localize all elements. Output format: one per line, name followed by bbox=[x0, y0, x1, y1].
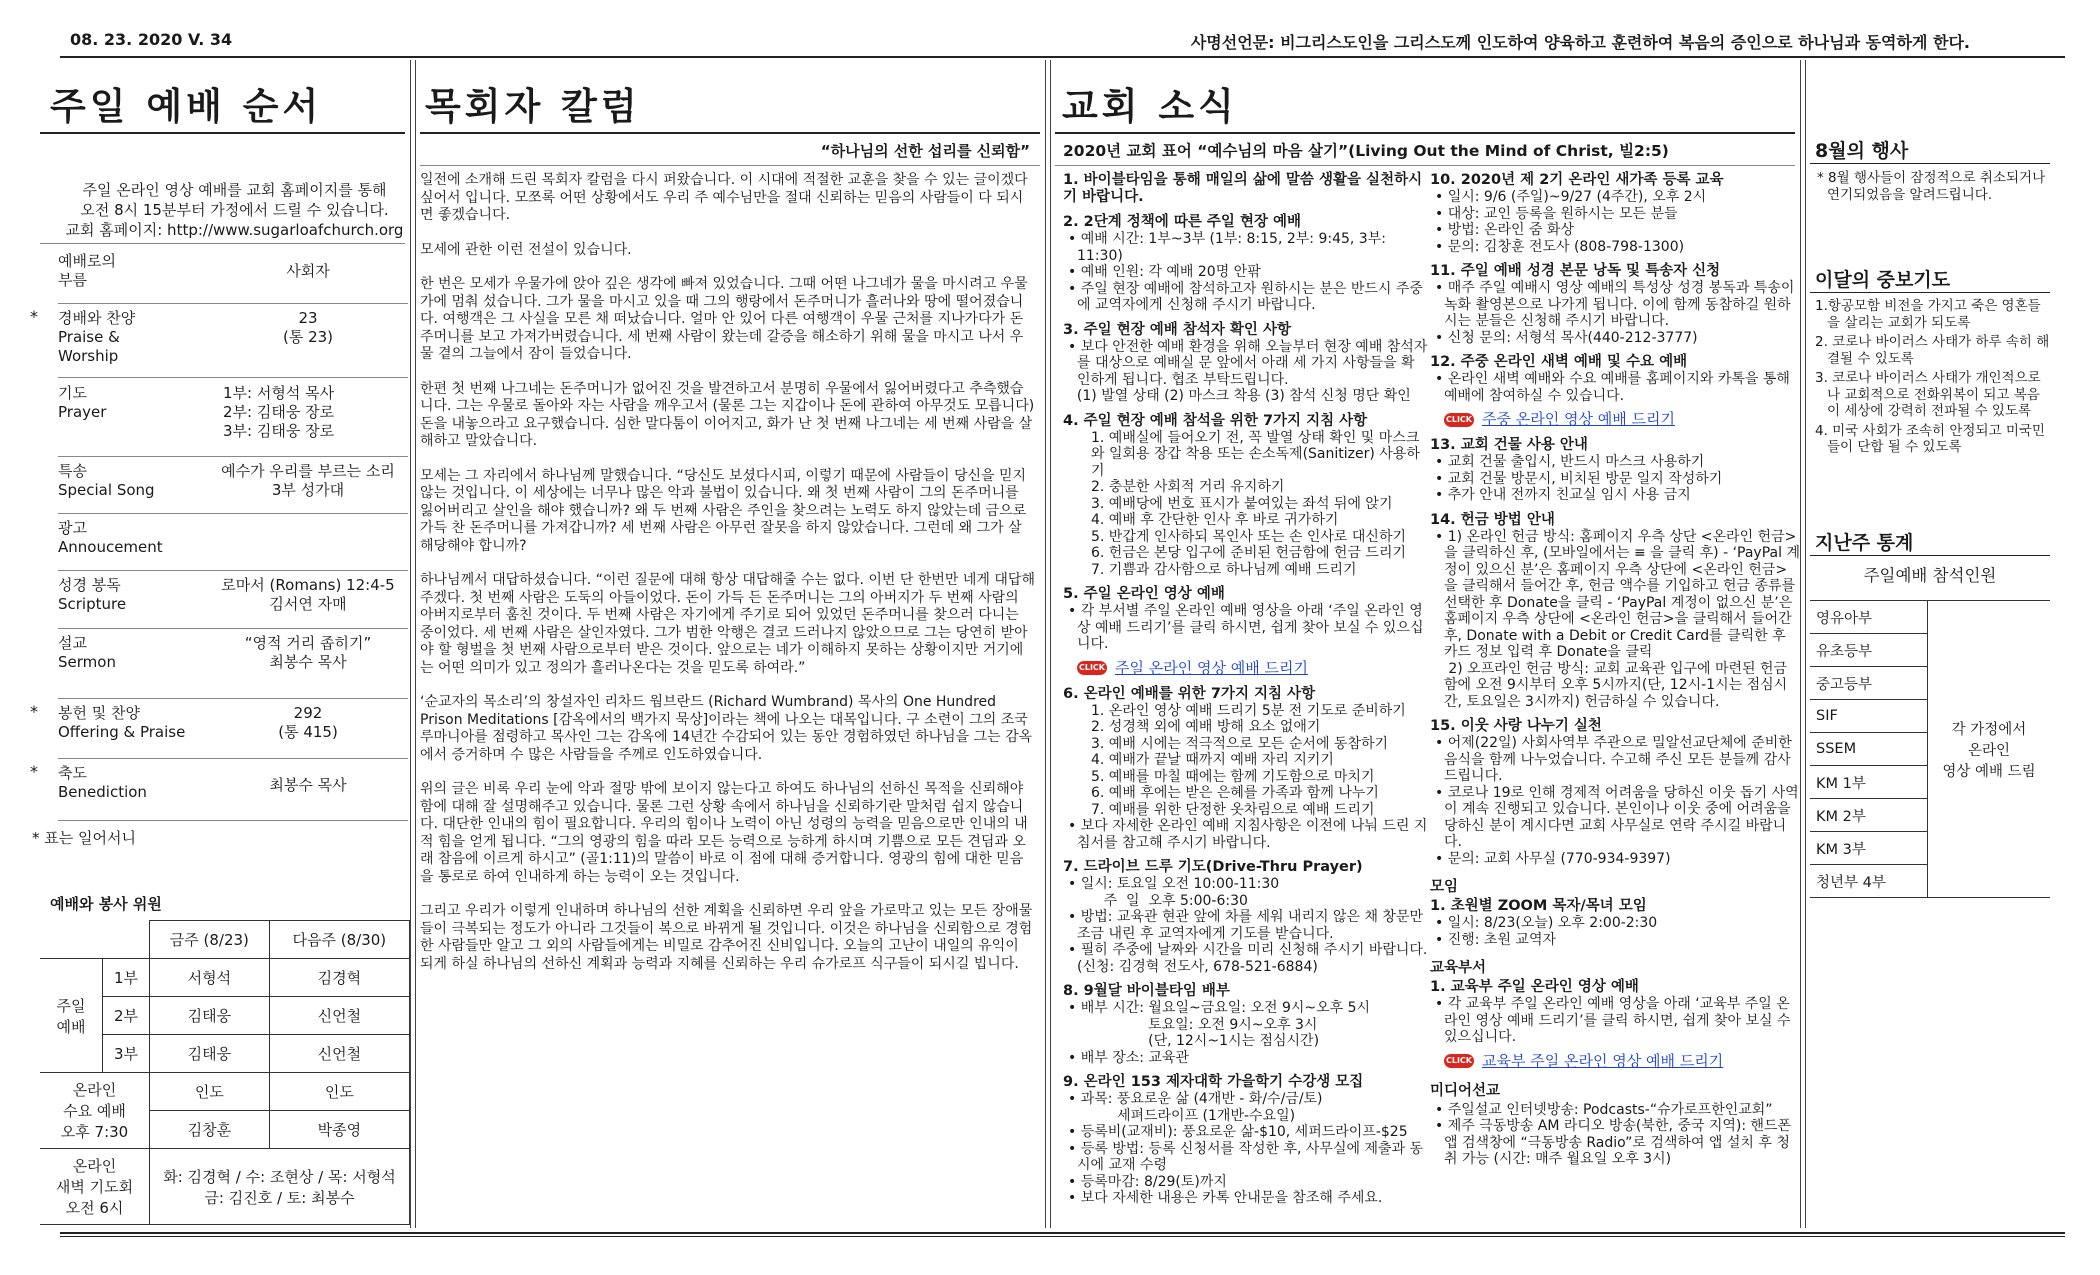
attendance-table bbox=[1810, 600, 2050, 898]
sidebar-rule bbox=[1810, 555, 2050, 556]
news-item-line: • 코로나 19로 인해 경제적 어려움을 당하신 이웃 돕기 사역이 계속 진행되고 있습니다. 본인이나 이웃 중에 어려움을 당하신 분이 계시다면 교회 사무실로 연락 주시길 바랍니다. bbox=[1435, 784, 1799, 850]
worship-order-row bbox=[58, 572, 408, 629]
event-item: * 8월 행사들이 잠정적으로 취소되거나 연기되었음을 알려드립니다. bbox=[1817, 170, 2046, 203]
standing-note: * 표는 일어서니 bbox=[32, 829, 136, 847]
news-item-title: 6. 온라인 예배를 위한 7가지 지침 사항 bbox=[1063, 685, 1316, 702]
news-item-line: • 과목: 풍요로운 삶 (4개반 - 화/수/금/토) bbox=[1068, 1091, 1323, 1107]
news-item-title: 15. 이웃 사랑 나누기 실천 bbox=[1430, 718, 1602, 734]
order-value: 사회자 bbox=[286, 261, 330, 280]
wednesday-service-label: 온라인 수요 예배 오후 7:30 bbox=[40, 1073, 150, 1149]
news-item bbox=[1063, 983, 1428, 1066]
standing-mark: * bbox=[30, 307, 38, 326]
column-paragraph: 위의 글은 비록 우리 눈에 악과 절망 밖에 보이지 않는다고 하여도 하나님의 선하신 목적을 신뢰해야 함에 대해 잘 설명해주고 있습니다. 물론 그런 상황 속에서 하나님을 신뢰하기란 말처럼 쉽지 않습니다. 대단한 인내의 힘이 필요합니다. 우리의 힘이나 노력이 아닌 성령의 능력을 믿음으로만 인내의 내적 힘을 얻게 됩니다. “그의 영광의 힘을 따라 모든 능력으로 능하게 하시며 기쁨으로 모든 견딤과 오래 참음에 이르게 하시고” (골1:11)의 말씀이 바로 이 점에 대해 증거합니다. 영광의 힘에 대한 믿음을 통로로 하여 인내하게 하는 능력이 오는 것입니다. bbox=[420, 781, 1028, 885]
news-item-line: • 매주 주일 예배시 영상 예배의 특성상 성경 봉독과 특송이 녹화 촬영본으로 나가게 됩니다. 이에 함께 동참하길 원하시는 분들은 신청해 주시기 바랍니다. bbox=[1435, 280, 1799, 329]
news-item-line: • 배부 장소: 교육관 bbox=[1068, 1049, 1189, 1066]
order-value: 로마서 (Romans) 12:4-5 김서연 자매 bbox=[221, 576, 395, 613]
news-item-line: 6. 헌금은 본당 입구에 준비된 헌금함에 헌금 드리기 bbox=[1091, 545, 1406, 561]
news-item-line: • 예배 인원: 각 예배 20명 안팎 bbox=[1068, 264, 1261, 280]
church-news-title: 교회 소식 bbox=[1062, 85, 1238, 128]
news-item-line: (단, 12시~1시는 점심시간) bbox=[1068, 1033, 1320, 1049]
news-item-line: 5. 반갑게 인사하되 목인사 또는 손 인사로 대신하기 bbox=[1091, 528, 1406, 545]
events-title: 8월의 행사 bbox=[1815, 140, 1909, 162]
column-paragraph: 일전에 소개해 드린 목회자 칼럼을 다시 퍼왔습니다. 이 시대에 적절한 교훈을 찾을 수 있는 글이겠다 싶어서 입니다. 모쪼록 어떤 상황에서도 우리 주 예수님만을 절대 신뢰하는 믿음의 사람들이 다 되시면 좋겠습니다. bbox=[420, 172, 1028, 223]
news-item-title: 4. 주일 현장 예배 참석을 위한 7가지 지침 사항 bbox=[1063, 412, 1368, 429]
click-badge-icon: CLICK bbox=[1077, 661, 1107, 675]
media-line: • 제주 극동방송 AM 라디오 방송(북한, 중국 지역): 핸드폰 앱 검색창에 “극동방송 Radio”로 검색하여 앱 설치 후 청취 가능 (시간: 매주 월요일 오후 3시) bbox=[1435, 1118, 1792, 1167]
order-label: 특송 Special Song bbox=[58, 462, 155, 499]
news-item-title: 9. 온라인 153 제자대학 가을학기 수강생 모집 bbox=[1063, 1074, 1364, 1090]
news-item-line: • 추가 안내 전까지 친교실 임시 사용 금지 bbox=[1435, 487, 1691, 503]
news-item-line: • 예배 시간: 1부~3부 (1부: 8:15, 2부: 9:45, 3부: 11:30) bbox=[1068, 231, 1391, 264]
news-item-line: 주 일 오후 5:00-6:30 bbox=[1068, 892, 1248, 909]
news-item-line: • 등록마감: 8/29(토)까지 bbox=[1068, 1173, 1227, 1190]
service-part: 2부 bbox=[103, 997, 150, 1035]
prayer-title: 이달의 중보기도 bbox=[1815, 269, 1951, 291]
news-item-title: 7. 드라이브 드루 기도(Drive-Thru Prayer) bbox=[1063, 859, 1363, 875]
news-item-line: • 교회 건물 방문시, 비치된 방문 일지 작성하기 bbox=[1435, 470, 1723, 487]
next-week-header: 다음주 (8/30) bbox=[269, 921, 409, 959]
attendance-group: SSEM bbox=[1810, 733, 1928, 766]
staff-table bbox=[40, 920, 410, 1225]
news-item bbox=[1063, 214, 1428, 314]
news-item bbox=[1430, 979, 1800, 1071]
news-item-line: 토요일: 오전 9시~오후 3시 bbox=[1068, 1016, 1318, 1033]
bottom-rule bbox=[60, 1232, 2065, 1234]
pastor-column-title: 목회자 칼럼 bbox=[425, 85, 641, 128]
click-badge-icon: CLICK bbox=[1444, 413, 1474, 427]
news-item-line: 2. 성경책 외에 예배 방해 요소 없애기 bbox=[1091, 719, 1321, 735]
news-item-line: 1. 예배실에 들어오기 전, 꼭 발열 상태 확인 및 마스크와 일회용 장갑 착용 또는 손소독제(Sanitizer) 사용하기 bbox=[1091, 429, 1420, 479]
news-item-line: • 각 부서별 주일 온라인 예배 영상을 아래 ‘주일 온라인 영상 예배 드리기’를 클릭 하시면, 쉽게 찾아 보실 수 있으십니다. bbox=[1068, 603, 1424, 652]
column-paragraph: ‘순교자의 목소리’의 창설자인 리차드 웜브란드 (Richard Wumbrand) 목사의 One Hundred Prison Meditations [감옥에서의 백가지 묵상]이라는 책에 나오는 대목입니다. 구 소련이 그의 조국 루마니아를 점령하고 목사인 그는 감옥에 14년간 수감되어 있는 동안 경험하였던 하나님을 그는 감옥에서 증거하며 수 많은 사람들을 주께로 인도하였습니다. bbox=[420, 694, 1033, 763]
prayer-list bbox=[1815, 298, 2050, 459]
news-item-line: 1. 온라인 영상 예배 드리기 5분 전 기도로 준비하기 bbox=[1091, 702, 1406, 719]
news-item bbox=[1063, 586, 1428, 678]
click-badge-icon: CLICK bbox=[1444, 1054, 1474, 1068]
news-item bbox=[1063, 322, 1428, 405]
news-item bbox=[1063, 413, 1428, 579]
news-item-line: • 문의: 교회 사무실 (770-934-9397) bbox=[1435, 850, 1671, 867]
news-item-line: • 대상: 교인 등록을 원하시는 모든 분들 bbox=[1435, 205, 1678, 222]
news-item-line: • 어제(22일) 사회사역부 주관으로 밀알선교단체에 준비한 음식을 함께 나누었습니다. 수고해 주신 모든 분들께 감사드립니다. bbox=[1435, 735, 1797, 784]
column-divider bbox=[1045, 60, 1051, 1228]
news-item-title: 1. 바이블타임을 통해 매일의 삶에 말씀 생활을 실천하시기 바랍니다. bbox=[1063, 172, 1423, 205]
news-item-line: • 주일 현장 예배에 참석하고자 원하시는 분은 반드시 주중에 교역자에게 신청해 주시기 바랍니다. bbox=[1068, 280, 1423, 313]
attendance-group: KM 3부 bbox=[1810, 832, 1928, 865]
news-item-line: 3. 예배 시에는 적극적으로 모든 순서에 동참하기 bbox=[1091, 735, 1389, 752]
attendance-group: KM 1부 bbox=[1810, 766, 1928, 799]
news-item-line: • 온라인 새벽 예배와 수요 예배를 홈페이지와 카톡을 통해 예배에 참여하실 수 있습니다. bbox=[1435, 371, 1795, 404]
prayer-item: 2. 코로나 바이러스 사태가 하루 속히 해결될 수 있도록 bbox=[1815, 334, 2050, 367]
order-value: 1부: 서형석 목사 2부: 김태웅 장로 3부: 김태웅 장로 bbox=[223, 384, 335, 440]
video-link-row bbox=[1063, 657, 1428, 678]
news-item-line: • 각 교육부 주일 온라인 예배 영상을 아래 ‘교육부 주일 온라인 영상 예배 드리기’를 클릭 하시면, 쉽게 찾아 보실 수 있으십니다. bbox=[1435, 996, 1795, 1045]
news-item bbox=[1063, 1074, 1428, 1207]
news-item-line: • 문의: 김창훈 전도사 (808-798-1300) bbox=[1435, 238, 1685, 255]
news-item-line: • 보다 자세한 온라인 예배 지침사항은 이전에 나눠 드린 지침서를 참고해 주시기 바랍니다. bbox=[1068, 818, 1428, 851]
column-paragraph: 그리고 우리가 이렇게 인내하며 하나님의 선한 계획을 신뢰하면 우리 앞을 가로막고 있는 모든 장애물들이 극복되는 정도가 아니라 그것들이 복으로 바뀌게 될 것입니다. 이것은 하나님을 신뢰함으로 경험한 사람들만 알고 그 외의 사람들에게는 비밀로 감추어진 신비입니다. 오늘의 고난이 내일의 유익이 되게 하실 하나님의 선하신 계획과 능력과 지혜를 신뢰하는 우리 슈가로프 식구들이 되시길 빕니다. bbox=[420, 903, 1033, 972]
news-item bbox=[1063, 686, 1428, 852]
news-item-line: • 방법: 온라인 줌 화상 bbox=[1435, 222, 1574, 238]
media-title: 미디어선교 bbox=[1430, 1082, 1501, 1099]
worship-order-row bbox=[30, 700, 408, 759]
news-item bbox=[1063, 859, 1432, 975]
news-item-line: 4. 예배가 끝날 때까지 예배 자리 지키기 bbox=[1091, 752, 1334, 768]
church-motto: 2020년 교회 표어 “예수님의 마음 살기”(Living Out the Mind of Christ, 빌2:5) bbox=[1063, 142, 1669, 160]
prayer-item: 1.항공모함 비전을 가지고 죽은 영혼들을 살리는 교회가 되도록 bbox=[1815, 298, 2041, 331]
sidebar-rule bbox=[1810, 292, 2050, 293]
staff-title: 예배와 봉사 위원 bbox=[50, 895, 162, 913]
news-right-column bbox=[1430, 172, 1800, 1168]
order-value: 23 (통 23) bbox=[282, 309, 334, 346]
news-item-line: 2) 오프라인 헌금 방식: 교회 교육관 입구에 마련된 헌금함에 오전 9시부터 오후 5시까지(단, 12시-1시는 점심시간, 토요일은 3시까지) 헌금하실 수 있습니다. bbox=[1435, 660, 1788, 710]
news-left-column bbox=[1063, 172, 1432, 1215]
column-divider bbox=[1800, 60, 1806, 1228]
service-part: 1부 bbox=[103, 959, 150, 997]
worship-order-title: 주일 예배 순서 bbox=[50, 85, 323, 128]
order-label: 예배로의 부름 bbox=[58, 252, 116, 289]
intro-line: 오전 8시 15분부터 가정에서 드릴 수 있습니다. bbox=[80, 201, 389, 219]
column-paragraph: 모세에 관한 이런 전설이 있습니다. bbox=[420, 241, 632, 258]
dawn-service-leaders: 화: 김경혁 / 수: 조현상 / 목: 서형석 금: 김진호 / 토: 최봉수 bbox=[150, 1149, 410, 1225]
order-value: 예수가 우리를 부르는 소리 3부 성가대 bbox=[221, 462, 395, 499]
order-value: “영적 거리 좁히기” 최봉수 목사 bbox=[244, 634, 372, 671]
worship-order-row bbox=[58, 458, 408, 514]
this-week-header: 금주 (8/23) bbox=[150, 921, 270, 959]
events-list bbox=[1815, 170, 2050, 203]
staff-cell: 인도 bbox=[150, 1073, 270, 1111]
top-rule bbox=[60, 56, 2065, 58]
bulletin-date: 08. 23. 2020 V. 34 bbox=[70, 30, 233, 49]
column-paragraph: 하나님께서 대답하셨습니다. “이런 질문에 대해 항상 대답해줄 수는 없다. 이번 단 한번만 네게 대답해 주겠다. 첫 번째 사람은 도둑의 아들이었다. 돈이 가득 든 돈주머니는 그의 아버지가 두 번째 사람의 아버지로부터 훔친 것이다. 두 번째 사람은 자기에게 주기로 되어 있었던 돈주머니를 찾으러 다니는 중이었다. 세 번째 사람은 살인자였다. 그가 범한 악행은 결코 드러나지 않았으므로 그는 당연히 받아야 할 형벌을 첫 번째 사람으로부터 받은 것이다. 앞으로는 네가 이해하지 못하는 상황이지만 거기에는 어떤 의미가 있고 정의가 흘러나온다는 것을 믿도록 하여라.” bbox=[420, 572, 1035, 676]
news-item-title: 11. 주일 예배 성경 본문 낭독 및 특송자 신청 bbox=[1430, 263, 1721, 279]
news-item bbox=[1430, 718, 1800, 867]
order-top-rule bbox=[40, 243, 405, 244]
attendance-group: 청년부 4부 bbox=[1810, 865, 1928, 898]
worship-order-row bbox=[58, 515, 408, 571]
dawn-service-label: 온라인 새벽 기도회 오전 6시 bbox=[40, 1149, 150, 1225]
title-rule bbox=[40, 132, 405, 134]
education-title: 교육부서 bbox=[1430, 960, 1487, 976]
news-item-title: 3. 주일 현장 예배 참석자 확인 사항 bbox=[1063, 321, 1291, 338]
subtitle-rule bbox=[420, 165, 1040, 166]
news-item-line: • 보다 안전한 예배 환경을 위해 오늘부터 현장 예배 참석자를 대상으로 예배실 문 앞에서 아래 세 가지 사항들을 확인하게 됩니다. 협조 부탁드립니다. bbox=[1068, 338, 1428, 388]
staff-cell: 김창훈 bbox=[150, 1111, 270, 1149]
news-item-line: 7. 기쁨과 감사함으로 하나님께 예배 드리기 bbox=[1091, 561, 1357, 578]
news-item-line: • 신청 문의: 서형석 목사(440-212-3777) bbox=[1435, 329, 1698, 346]
attendance-group: SIF bbox=[1810, 700, 1928, 733]
church-homepage-link[interactable]: 교회 홈페이지: http://www.sugarloafchurch.org bbox=[65, 221, 404, 239]
news-item-line: • 진행: 초원 교역자 bbox=[1435, 931, 1556, 948]
attendance-group: KM 2부 bbox=[1810, 799, 1928, 832]
staff-cell: 박종영 bbox=[269, 1111, 409, 1149]
news-item-line: • 1) 온라인 헌금 방식: 홈페이지 우측 상단 <온라인 헌금>을 클릭하신 후, (모바일에서는 ≡ 을 클릭 후) - ‘PayPal 계정이 있으신 분’은 홈페이지 우측 상단에 <온라인 헌금>을 클릭해서 들어간 후, 헌금 액수를 기입하고 헌금 종류를 선택한 후 Donate을 클릭 - ‘PayPal 계정이 없으신 분’은 홈페이지 우측 상단에 <온라인 헌금>을 클릭해서 들어간 후, Donate with a Debit or Credit Card를 클릭한 후 카드 정보 입력 후 Donate을 클릭 bbox=[1435, 528, 1800, 660]
motto-rule bbox=[1055, 165, 1795, 166]
news-item-line: • 배부 시간: 월요일~금요일: 오전 9시~오후 5시 bbox=[1068, 1000, 1371, 1016]
news-item-line: 6. 예배 후에는 받은 은혜를 가족과 함께 나누기 bbox=[1091, 785, 1379, 801]
news-item-line: • 일시: 9/6 (주일)~9/27 (4주간), 오후 2시 bbox=[1435, 189, 1707, 205]
order-label: 성경 봉독 Scripture bbox=[58, 576, 127, 613]
service-part: 3부 bbox=[103, 1035, 150, 1073]
staff-cell: 김태웅 bbox=[150, 997, 270, 1035]
news-item-line: (1) 발열 상태 (2) 마스크 착용 (3) 참석 신청 명단 확인 bbox=[1068, 388, 1411, 404]
order-label: 설교 Sermon bbox=[58, 634, 116, 671]
title-rule bbox=[420, 132, 1040, 134]
news-item bbox=[1430, 437, 1800, 504]
video-link-row bbox=[1430, 1050, 1800, 1071]
stats-title: 지난주 통계 bbox=[1815, 532, 1914, 554]
attendance-group: 영유아부 bbox=[1810, 601, 1928, 634]
news-item-line: • 방법: 교육관 현관 앞에 차를 세워 내리지 않은 채 창문만 조금 내린 후 교역자에게 기도를 받습니다. bbox=[1068, 909, 1428, 942]
attendance-title: 주일예배 참석인원 bbox=[1863, 566, 1997, 585]
news-item-line: 5. 예배를 마칠 때에는 함께 기도함으로 마치기 bbox=[1091, 768, 1375, 785]
news-item-line: • 등록비(교재비): 풍요로운 삶-$10, 세퍼드라이프-$25 bbox=[1068, 1124, 1408, 1140]
standing-mark: * bbox=[30, 762, 38, 781]
news-item bbox=[1430, 898, 1800, 948]
news-item-title: 14. 헌금 방법 안내 bbox=[1430, 511, 1555, 528]
staff-cell: 김경혁 bbox=[269, 959, 409, 997]
video-worship-link[interactable]: 교육부 주일 온라인 영상 예배 드리기 bbox=[1482, 1051, 1724, 1070]
news-item-title: 1. 초원별 ZOOM 목자/목녀 모임 bbox=[1430, 898, 1647, 914]
news-item-title: 1. 교육부 주일 온라인 영상 예배 bbox=[1430, 979, 1639, 995]
worship-order-row bbox=[58, 248, 408, 304]
attendance-note: 각 가정에서 온라인 영상 예배 드림 bbox=[1928, 601, 2051, 898]
sunday-service-label: 주일 예배 bbox=[40, 959, 103, 1073]
moim-title: 모임 bbox=[1430, 879, 1459, 895]
attendance-group: 중고등부 bbox=[1810, 667, 1928, 700]
news-item bbox=[1430, 172, 1800, 255]
worship-order-row bbox=[30, 760, 408, 821]
news-item-title: 8. 9월달 바이블타임 배부 bbox=[1063, 983, 1230, 999]
video-link-row bbox=[1430, 408, 1800, 429]
column-paragraph: 한편 첫 번째 나그네는 돈주머니가 없어진 것을 발견하고서 분명히 우물에서 잃어버렸다고 추측했습니다. 그는 우물로 돌아와 자는 사람을 깨우고서 (물론 그는 지갑이나 돈에 관하여 아무것도 모릅니다) 돈을 내놓으라고 요구했습니다. 심한 말다툼이 이어지고, 화가 난 첫 번째 나그네는 세 번째 사람을 살해하고 말았습니다. bbox=[420, 380, 1035, 449]
news-item bbox=[1430, 263, 1800, 346]
news-item-line: • 등록 방법: 등록 신청서를 작성한 후, 사무실에 제출과 동시에 교재 수령 bbox=[1068, 1140, 1424, 1173]
video-worship-link[interactable]: 주중 온라인 영상 예배 드리기 bbox=[1482, 410, 1675, 428]
order-label: 축도 Benediction bbox=[58, 764, 147, 801]
worship-order-row bbox=[58, 630, 408, 699]
worship-order-row bbox=[58, 380, 408, 457]
order-label: 기도 Prayer bbox=[58, 384, 107, 421]
staff-cell: 김태웅 bbox=[150, 1035, 270, 1073]
news-item-title: 5. 주일 온라인 영상 예배 bbox=[1063, 586, 1225, 602]
bottom-rule bbox=[60, 1236, 2065, 1237]
staff-cell: 신언철 bbox=[269, 1035, 409, 1073]
news-item-line: 4. 예배 후 간단한 인사 후 바로 귀가하기 bbox=[1091, 512, 1339, 528]
column-divider bbox=[410, 60, 416, 1228]
video-worship-link[interactable]: 주일 온라인 영상 예배 드리기 bbox=[1115, 658, 1308, 677]
staff-corner bbox=[40, 921, 150, 959]
news-item-line: • 일시: 8/23(오늘) 오후 2:00-2:30 bbox=[1435, 915, 1658, 931]
order-value: 292 (통 415) bbox=[278, 704, 338, 741]
news-item bbox=[1430, 354, 1800, 429]
news-item-line: 세펴드라이프 (1개반-수요일) bbox=[1068, 1107, 1296, 1124]
title-rule bbox=[1055, 132, 1795, 134]
prayer-item: 4. 미국 사회가 조속히 안정되고 미국민들이 단합 될 수 있도록 bbox=[1815, 422, 2045, 455]
column-paragraph: 모세는 그 자리에서 하나님께 말했습니다. “당신도 보셨다시피, 이렇기 때문에 사람들이 당신을 믿지 않는 것입니다. 이 세상에는 너무나 많은 악과 불법이 있습니다. 왜 첫 번째 사람이 그의 돈주머니를 잃어버리고 살인을 해야 했습니까? 왜 두 번째 사람은 주인을 찾으려는 노력도 하지 않았는데 금으로 가득 찬 돈주머니를 가져갑니까? 세 번째 사람은 아무런 잘못을 하지 않았습니다. 그런데 왜 그가 살해당해야 합니까? bbox=[420, 467, 1027, 554]
sidebar-rule bbox=[1810, 163, 2050, 164]
order-label: 경배와 찬양 Praise & Worship bbox=[58, 309, 136, 365]
news-item-line: 2. 충분한 사회적 거리 유지하기 bbox=[1091, 479, 1285, 495]
news-item-title: 2. 2단계 정책에 따른 주일 현장 예배 bbox=[1063, 214, 1302, 230]
news-item-title: 10. 2020년 제 2기 온라인 새가족 등록 교육 bbox=[1430, 172, 1724, 188]
online-worship-intro bbox=[62, 180, 407, 240]
news-item-line: • 교회 건물 출입시, 반드시 마스크 사용하기 bbox=[1435, 454, 1705, 470]
column-paragraph: 한 번은 모세가 우물가에 앉아 깊은 생각에 빠져 있었습니다. 그때 어떤 나그네가 물을 마시려고 우물가에 멈춰 섰습니다. 그가 물을 마시고 있을 때 그의 행랑에서 돈주머니가 흘러나와 땅에 떨어졌습니다. 여행객은 그 사실을 모른 채 떠났습니다. 얼마 안 있어 다른 여행객이 우물 근처를 지나가다가 돈주머니를 보고 가져가버렸습니다. 세 번째 사람이 왔는데 갈증을 해소하기 위해 물을 마시고 나서 우물 곁의 그늘에서 잠이 들었습니다. bbox=[420, 276, 1028, 362]
column-body bbox=[420, 172, 1035, 990]
media-line: • 주일설교 인터넷방송: Podcasts-“슈가로프한인교회” bbox=[1435, 1101, 1773, 1118]
news-item-title: 13. 교회 건물 사용 안내 bbox=[1430, 437, 1588, 453]
standing-mark: * bbox=[30, 702, 38, 721]
order-label: 봉헌 및 찬양 Offering & Praise bbox=[58, 704, 186, 741]
news-item bbox=[1430, 512, 1800, 711]
news-item bbox=[1063, 172, 1428, 206]
news-item-line: • 보다 자세한 내용은 카톡 안내문을 참조해 주세요. bbox=[1068, 1190, 1383, 1206]
intro-line: 주일 온라인 영상 예배를 교회 홈페이지를 통해 bbox=[82, 181, 387, 199]
news-item-line: 7. 예배를 위한 단정한 옷차림으로 예배 드리기 bbox=[1091, 801, 1375, 818]
news-item-line: • 일시: 토요일 오전 10:00-11:30 bbox=[1068, 876, 1280, 892]
news-item-line: 3. 예배당에 번호 표시가 붙여있는 좌석 뒤에 앉기 bbox=[1091, 495, 1393, 512]
order-label: 광고 Annoucement bbox=[58, 519, 163, 556]
column-subtitle: “하나님의 선한 섭리를 신뢰함” bbox=[820, 142, 1030, 160]
news-item-title: 12. 주중 온라인 새벽 예배 및 수요 예배 bbox=[1430, 354, 1688, 370]
staff-cell: 서형석 bbox=[150, 959, 270, 997]
worship-order-row bbox=[30, 305, 408, 378]
staff-cell: 신언철 bbox=[269, 997, 409, 1035]
order-value: 최봉수 목사 bbox=[269, 776, 347, 794]
mission-statement: 사명선언문: 비그리스도인을 그리스도께 인도하여 양육하고 훈련하여 복음의 증인으로 하나님과 동역하게 한다. bbox=[1190, 33, 1970, 52]
attendance-group: 유초등부 bbox=[1810, 634, 1928, 667]
news-item-line: • 필히 주중에 날짜와 시간을 미리 신청해 주시기 바랍니다. (신청: 김경혁 전도사, 678-521-6884) bbox=[1068, 942, 1432, 975]
prayer-item: 3. 코로나 바이러스 사태가 개인적으로나 교회적으로 전화위복이 되고 복음이 세상에 강력히 전파될 수 있도록 bbox=[1815, 370, 2041, 419]
staff-cell: 인도 bbox=[269, 1073, 409, 1111]
